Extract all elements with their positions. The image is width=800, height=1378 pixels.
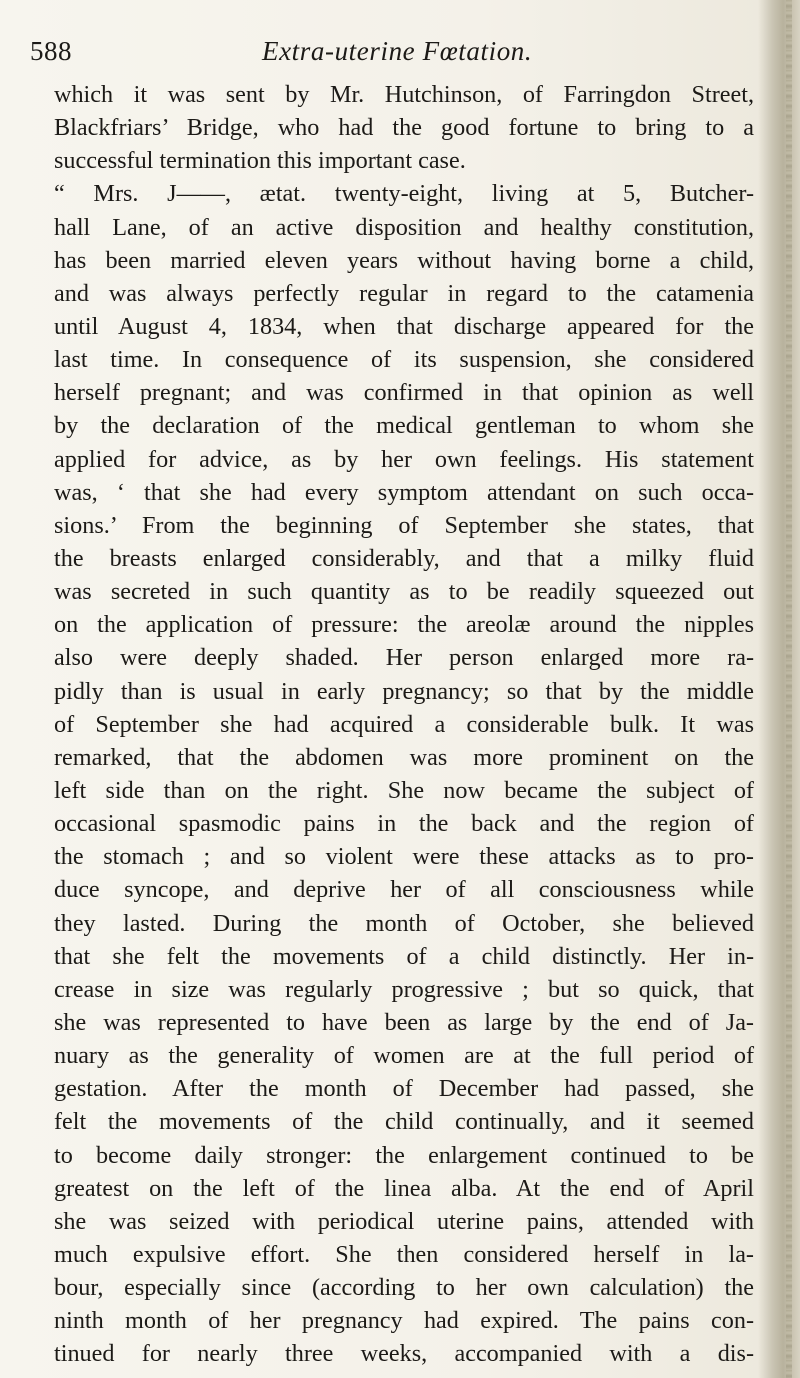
text-line: bour, especially since (according to her own calculation) the	[54, 1274, 754, 1302]
text-line: Blackfriars’ Bridge, who had the good fortune to bring to a	[54, 114, 754, 142]
text-line: which it was sent by Mr. Hutchinson, of Farringdon Street,	[54, 81, 754, 108]
text-line: of September she had acquired a considerable bulk. It was	[54, 710, 754, 738]
text-line: applied for advice, as by her own feelings. His statement	[54, 445, 754, 473]
text-line: the breasts enlarged considerably, and that a milky fluid	[54, 544, 754, 572]
text-line: duce syncope, and deprive her of all consciousness while	[54, 876, 754, 904]
text-line: felt the movements of the child continually, and it seemed	[54, 1108, 754, 1136]
text-line: gestation. After the month of December had passed, she	[54, 1075, 754, 1103]
text-line: successful termination this important case.	[54, 147, 466, 175]
text-line: the stomach ; and so violent were these attacks as to pro-	[54, 843, 754, 871]
text-line: greatest on the left of the linea alba. At the end of April	[54, 1174, 754, 1202]
text-line: was secreted in such quantity as to be readily squeezed out	[54, 578, 754, 606]
text-line: by the declaration of the medical gentleman to whom she	[54, 412, 754, 440]
text-line: occasional spasmodic pains in the back and the region of	[54, 810, 754, 838]
text-line: on the application of pressure: the areolæ around the nipples	[54, 611, 754, 639]
text-line: and was always perfectly regular in regard to the catamenia	[54, 279, 754, 307]
text-line: she was seized with periodical uterine pains, attended with	[54, 1207, 754, 1235]
text-line: they lasted. During the month of October, she believed	[54, 909, 754, 937]
body-text	[54, 78, 754, 1370]
text-line: left side than on the right. She now became the subject of	[54, 776, 754, 804]
text-line: remarked, that the abdomen was more prominent on the	[54, 743, 754, 771]
text-line: sions.’ From the beginning of September she states, that	[54, 511, 754, 539]
text-line: nuary as the generality of women are at the full period of	[54, 1042, 754, 1070]
text-line: tinued for nearly three weeks, accompanied with a dis-	[54, 1340, 754, 1368]
running-title: Extra-uterine Fœtation.	[262, 36, 533, 66]
text-line: much expulsive effort. She then considered herself in la-	[54, 1240, 754, 1268]
page-header	[30, 30, 760, 74]
text-line: pidly than is usual in early pregnancy; so that by the middle	[54, 677, 754, 705]
text-line: was, ‘ that she had every symptom attendant on such occa-	[54, 478, 754, 506]
text-line: until August 4, 1834, when that discharge appeared for the	[54, 312, 754, 340]
text-line: herself pregnant; and was confirmed in that opinion as well	[54, 379, 754, 407]
page-number: 588	[30, 36, 72, 66]
text-line: hall Lane, of an active disposition and healthy constitution,	[54, 213, 754, 241]
text-line: to become daily stronger: the enlargement continued to be	[54, 1141, 754, 1169]
text-line: “ Mrs. J——, ætat. twenty-eight, living at 5, Butcher-	[54, 180, 754, 208]
text-line: that she felt the movements of a child distinctly. Her in-	[54, 942, 754, 970]
page-binding-edge	[758, 0, 800, 1378]
text-line: also were deeply shaded. Her person enlarged more ra-	[54, 644, 754, 672]
text-line: crease in size was regularly progressive ; but so quick, that	[54, 975, 754, 1003]
text-line: she was represented to have been as large by the end of Ja-	[54, 1008, 754, 1036]
text-line: last time. In consequence of its suspension, she considered	[54, 346, 754, 374]
text-line: has been married eleven years without having borne a child,	[54, 246, 754, 274]
text-line: ninth month of her pregnancy had expired. The pains con-	[54, 1307, 754, 1335]
